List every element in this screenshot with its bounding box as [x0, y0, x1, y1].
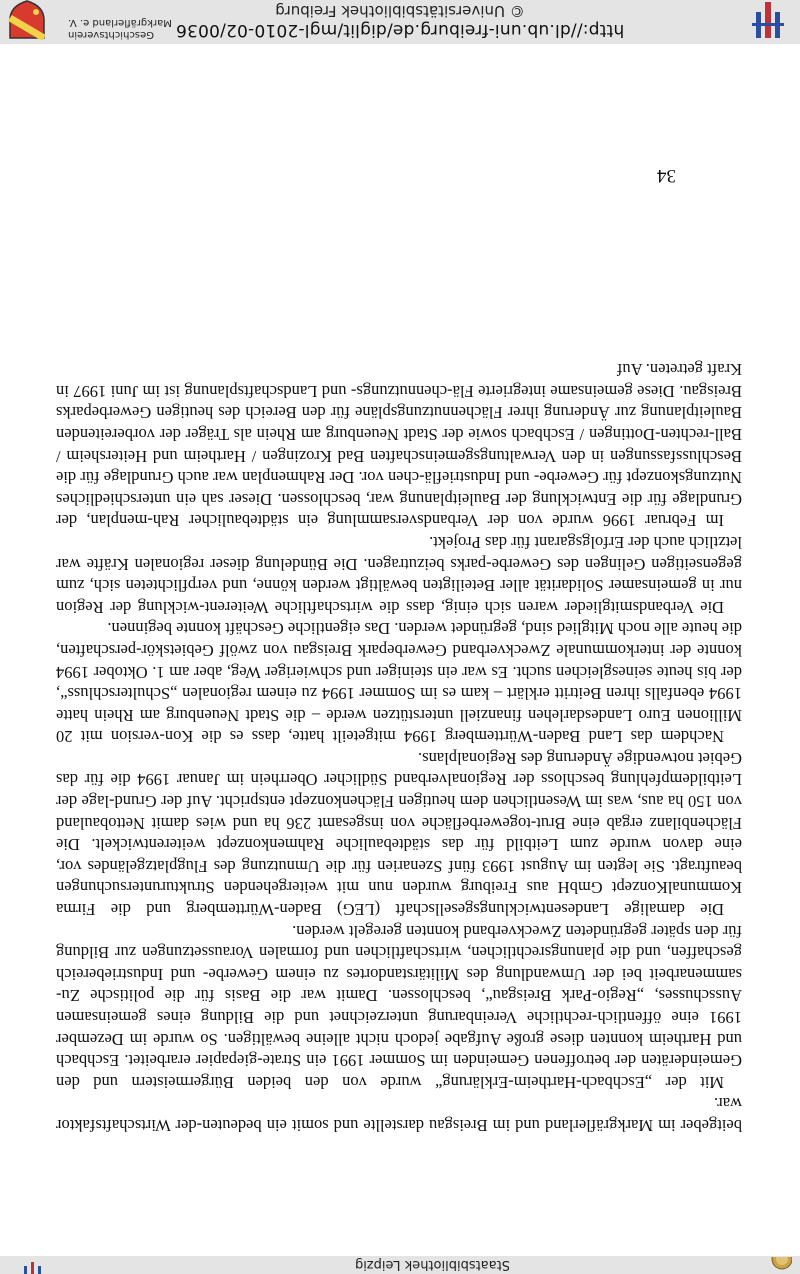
paragraph: Die Verbandsmitglieder waren sich einig, dass die wirtschaftliche Weiterent-wicklung der Region nur in gemeinsamer Solidarität aller Beteiligten bewältigt werden könne, und verpflichteten sich, zum gegenseitigen Gelingen des Gewerbe-parks beizutragen. Die Bündelung dieser regionalen Kräfte war letztlich auch der Erfolgsgarant für das Projekt.: [56, 532, 742, 617]
library-name: Staatsbibliothek Leipzig: [354, 1257, 510, 1272]
source-url: http://dl.ub.uni-freiburg.de/diglit/mgl-2010-02/0036: [175, 20, 625, 40]
paragraph: Im Februar 1996 wurde von der Verbandsversammlung ein städtebaulicher Rah-menplan, der Grundlage für die Entwicklung der Bauleitplanung war, beschlossen. Dieser sah ein unterschiedliches Nutzungskonzept für Gewerbe- und Industrieflä-chen vor. Der Rahmenplan war auch Grundlage für die Beschlussfassungen in den Verwaltungsgemeinschaften Bad Krozingen / Hartheim und Heitersheim / Ball-rechten-Dottingen / Eschbach sowie der Stadt Neuenburg am Rhein als Träger der vorbereitenden Bauleitplanung zur Änderung ihrer Flächennutzungspläne für den Bereich des heutigen Gewerbeparks Breisgau. Diese gemeinsame integrierte Flä-chennutzungs- und Landschaftsplanung ist im Juni 1997 in Kraft getreten. Auf: [56, 360, 742, 531]
paragraph: Mit der „Eschbach-Hartheim-Erklärung“ wurde von den beiden Bürgermeistern und den Gemeinderäten der betroffenen Gemeinden im Sommer 1991 ein Strate-giepapier erarbeitet. Eschbach und Hartheim konnten diese große Aufgabe jedoch nicht alleine bewältigen. So wurde im Dezember 1991 eine öffentlich-rechtliche Vereinbarung unterzeichnet und die Bildung eines gemeinsamen Ausschusses, „Regio-Park Breisgau“, beschlossen. Damit war die Basis für die politische Zu-sammenarbeit bei der Umwandlung des Militärstandortes zu einem Gewerbe- und Industriebereich geschaffen, und die planungsrechtlichen, wirtschaftlichen und formalen Voraussetzungen zur Bildung für den später gegründeten Zweckverband konnten geregelt werden.: [56, 921, 742, 1092]
paragraph: Nachdem das Land Baden-Württemberg 1994 mitgeteilt hatte, dass es die Kon-version mit 20 Millionen Euro Landesdarlehen finanziell unterstützen werde – die Stadt Neuenburg am Rhein hatte 1994 ebenfalls ihren Beitritt erklärt – kam es im Sommer 1994 zu einem regionalen „Schulterschluss“, der bis heute seinesgleichen sucht. Es war ein steiniger und schwieriger Weg, aber am 1. Oktober 1994 konnte der interkommunale Zweckverband Gewerbepark Breisgau von zwölf Gebietskör-perschaften, die heute alle noch Mitglied sind, gegründet werden. Das eigentliche Geschäft konnte beginnen.: [56, 619, 742, 747]
page-number: 34: [657, 165, 676, 186]
library-logo-icon: [20, 1256, 44, 1274]
page-body: [56, 359, 742, 1136]
top-strip: [0, 1256, 800, 1274]
footer-strip: [0, 0, 800, 44]
association-name: Geschichtsverein Markgräflerland e. V.: [68, 17, 172, 40]
paragraph: Die damalige Landesentwicklungsgesellschaft (LEG) Baden-Württemberg und die Firma KommunalKonzept GmbH aus Freiburg wurden nun mit weitergehenden Strukturuntersuchungen beauftragt. Sie legten im August 1993 fünf Szenarien für die Umnutzung des Flugplatzgeländes vor, eine davon wurde zum Leitbild für das städtebauliche Rahmenkonzept weiterentwickelt. Die Flächenbilanz ergab eine Brut-togewerbefläche von insgesamt 236 ha und wies damit Nettobauland von 150 ha aus, was im Wesentlichen dem heutigen Flächenkonzept entspricht. Auf der Grund-lage der Leitbildempfehlung beschloss der Regionalverband Südlicher Oberrhein im Januar 1994 die für das Gebiet notwendige Änderung des Regionalplans.: [56, 748, 742, 920]
coat-of-arms-icon: [6, 0, 48, 40]
copyright-notice: © Universitätsbibliothek Freiburg: [275, 2, 525, 20]
university-seal-icon: [758, 1257, 792, 1273]
paragraph: beitgeber im Markgräflerland und im Breisgau darstellte und somit ein bedeuten-der Wirtschaftsfaktor war.: [56, 1094, 742, 1135]
